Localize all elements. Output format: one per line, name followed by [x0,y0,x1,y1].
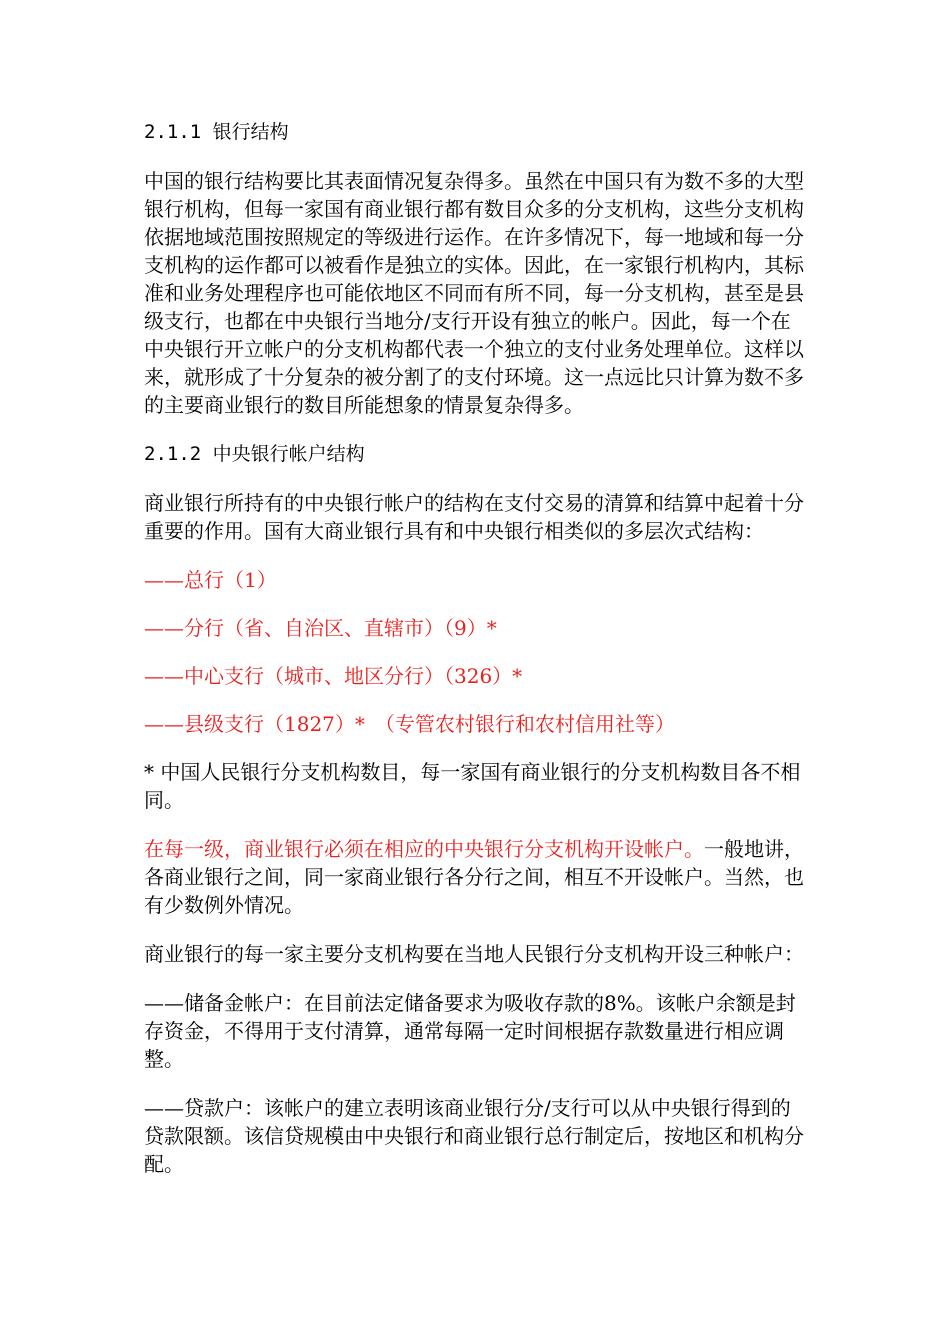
list-item-branch: ——分行（省、自治区、直辖市）（9）* [144,616,497,640]
highlighted-sentence: 在每一级，商业银行必须在相应的中央银行分支机构开设帐户。 [144,837,704,861]
footnote-branch-count: * 中国人民银行分支机构数目，每一家国有商业银行的分支机构数目各不相同。 [144,760,801,812]
list-item-central-sub-branch: ——中心支行（城市、地区分行）（326）* [144,664,523,688]
paragraph-account-opening [144,835,808,919]
list-item-county-sub-branch: ——县级支行（1827）* （专管农村银行和农村信用社等） [144,712,675,736]
section-heading-bank-structure: 2.1.1 银行结构 [144,121,289,143]
paragraph-continuation: 一般地讲，各商业银行之间，同一家商业银行各分行之间，相互不开设帐户。当然，也有少数例外情况。 [144,837,804,917]
section-heading-central-bank-accounts: 2.1.2 中央银行帐户结构 [144,443,365,465]
list-item-loan-account: ——贷款户：该帐户的建立表明该商业银行分/支行可以从中央银行得到的贷款限额。该信贷规模由中央银行和商业银行总行制定后，按地区和机构分配。 [144,1096,804,1176]
list-item-head-office: ——总行（1） [144,568,277,592]
document-page [144,118,808,1199]
list-item-reserve-account: ——储备金帐户：在目前法定储备要求为吸收存款的8%。该帐户余额是封存资金，不得用于支付清算，通常每隔一定时间根据存款数量进行相应调整。 [144,991,796,1071]
paragraph-account-structure-intro: 商业银行所持有的中央银行帐户的结构在支付交易的清算和结算中起着十分重要的作用。国有大商业银行具有和中央银行相类似的多层次式结构： [144,491,804,543]
paragraph-three-accounts-intro: 商业银行的每一家主要分支机构要在当地人民银行分支机构开设三种帐户： [144,942,804,966]
paragraph-bank-structure: 中国的银行结构要比其表面情况复杂得多。虽然在中国只有为数不多的大型银行机构，但每一家国有商业银行都有数目众多的分支机构，这些分支机构依据地域范围按照规定的等级进行运作。在许多情况下，每一地域和每一分支机构的运作都可以被看作是独立的实体。因此，在一家银行机构内，其标准和业务处理程序也可能依地区不同而有所不同，每一分支机构，甚至是县级支行，也都在中央银行当地分/支行开设有独立的帐户。因此，每一个在中央银行开立帐户的分支机构都代表一个独立的支付业务处理单位。这样以来，就形成了十分复杂的被分割了的支付环境。这一点远比只计算为数不多的主要商业银行的数目所能想象的情景复杂得多。 [144,169,804,417]
